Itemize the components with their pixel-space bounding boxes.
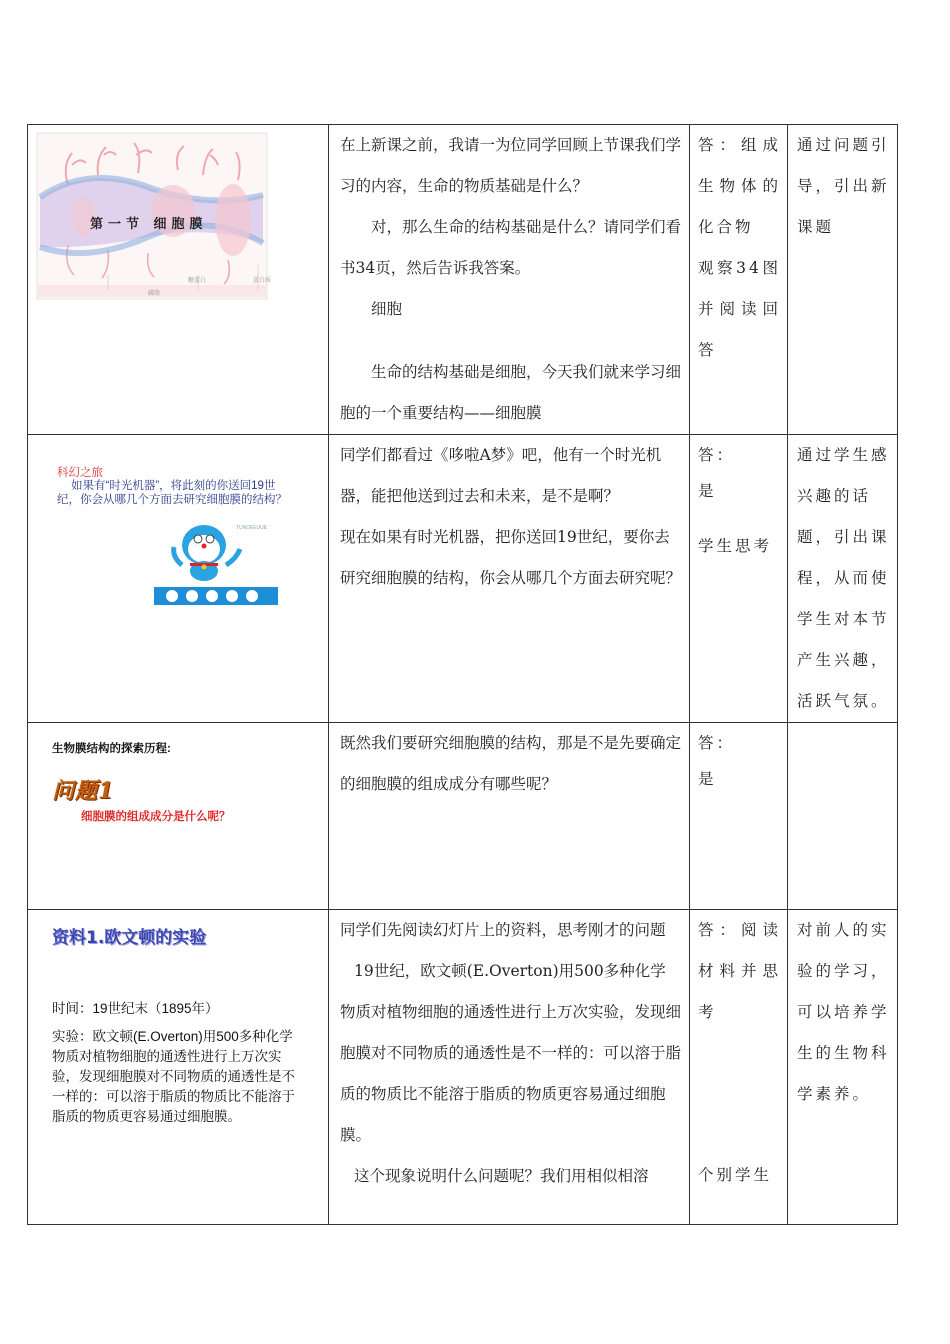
slide-title: 科幻之旅 (57, 467, 103, 479)
response-cell (690, 435, 788, 723)
slide-time: 时间：19世纪末（1895年） (52, 1001, 219, 1016)
slide-credit: TUNDEEUUE (236, 525, 268, 531)
paragraph: 个别学生 (698, 1166, 773, 1184)
paragraph: 这个现象说明什么问题呢？我们用相似相溶 (354, 1167, 649, 1185)
paragraph: 既然我们要研究细胞膜的结构，那是不是先要确定的细胞膜的组成成分有哪些呢？ (340, 734, 682, 793)
paragraph: 是 (698, 770, 717, 788)
design-intent: 对前人的实验的学习，可以培养学生的生物科学素养。 (797, 921, 890, 1103)
goal-cell (788, 125, 898, 435)
content-cell (329, 125, 690, 435)
label-phospholipid: 磷脂 (148, 290, 161, 297)
response-cell (690, 910, 788, 1225)
paragraph: 对，那么生命的结构基础是什么？请同学们看书34页，然后告诉我答案。 (340, 218, 682, 277)
table-row (28, 723, 898, 910)
paragraph: 答：阅读材料并思考 (698, 921, 781, 1021)
content-text (329, 435, 689, 599)
content-text (329, 910, 689, 1197)
content-cell (329, 910, 690, 1225)
table-row (28, 435, 898, 723)
design-intent: 通过学生感兴趣的话题，引出课程，从而使学生对本节产生兴趣，活跃气氛。 (797, 446, 890, 710)
question-label: 问题1 (52, 778, 115, 804)
paragraph: 19世纪，欧文顿(E.Overton)用500多种化学物质对植物细胞的通透性进行上万次实验，发现细胞膜对不同物质的通透性是不一样的：可以溶于脂质的物质比不能溶于脂质的物质更容易通过细胞膜。 (340, 962, 682, 1144)
slide-body: 如果有“时光机器”，将此刻的你送回19世纪，你会从哪几个方面去研究细胞膜的结构？ (57, 480, 287, 506)
slide-experiment: 实验：欧文顿(E.Overton)用500多种化学物质对植物细胞的通透性进行上万次实验，发现细胞膜对不同物质的通透性是不一样的：可以溶于脂质的物质比不能溶于脂质的物质更容易通过细胞膜。 (52, 1029, 295, 1124)
paragraph: 同学们都看过《哆啦A梦》吧，他有一个时光机器，能把他送到过去和未来，是不是啊？ (340, 446, 662, 505)
slide-title: 第一节 细胞膜 (90, 217, 208, 232)
content-text (329, 723, 689, 805)
response-cell (690, 723, 788, 910)
slide-cell (28, 723, 329, 910)
goal-cell (788, 723, 898, 910)
table-row (28, 910, 898, 1225)
design-intent: 通过问题引导，引出新课题 (797, 136, 890, 236)
membrane-diagram (28, 125, 329, 425)
material-slide (28, 910, 328, 1222)
slide-title: 资料1.欧文顿的实验 (52, 928, 207, 948)
slide-heading: 生物膜结构的探索历程: (52, 743, 171, 755)
paragraph: 学生思考 (698, 537, 773, 555)
paragraph: 同学们先阅读幻灯片上的资料，思考刚才的问题 (340, 921, 666, 939)
label-protein: 蛋白质 (253, 277, 272, 284)
student-response (690, 435, 787, 567)
label-glycoprotein: 糖蛋白 (188, 277, 207, 284)
paragraph: 在上新课之前，我请一为位同学回顾上节课我们学习的内容，生命的物质基础是什么？ (340, 136, 682, 195)
table-row (28, 125, 898, 435)
content-cell (329, 723, 690, 910)
paragraph: 答： (698, 446, 736, 464)
paragraph: 生命的结构基础是细胞，今天我们就来学习细胞的一个重要结构——细胞膜 (340, 363, 682, 422)
content-text (329, 125, 689, 434)
student-response (690, 723, 787, 794)
paragraph: 答：组成生物体的化合物 (698, 136, 781, 236)
membrane-slide (28, 125, 328, 425)
slide-cell (28, 435, 329, 723)
response-cell (690, 125, 788, 435)
goal-cell (788, 435, 898, 723)
paragraph: 现在如果有时光机器，把你送回19世纪，要你去研究细胞膜的结构，你会从哪几个方面去研究呢？ (340, 528, 682, 587)
slide-subtitle: 细胞膜的组成成分是什么呢？ (81, 811, 231, 823)
paragraph: 是 (698, 482, 717, 500)
doraemon-image (152, 517, 282, 607)
slide-cell (28, 910, 329, 1225)
paragraph: 观察34图并阅读回答 (698, 259, 781, 359)
student-response (690, 910, 787, 1196)
scifi-slide (28, 435, 328, 720)
goal-cell (788, 910, 898, 1225)
paragraph: 细胞 (371, 300, 403, 318)
student-response (690, 125, 787, 371)
lesson-plan-table (27, 124, 898, 1225)
slide-cell (28, 125, 329, 435)
paragraph: 答： (698, 734, 736, 752)
question-slide (28, 723, 328, 908)
content-cell (329, 435, 690, 723)
